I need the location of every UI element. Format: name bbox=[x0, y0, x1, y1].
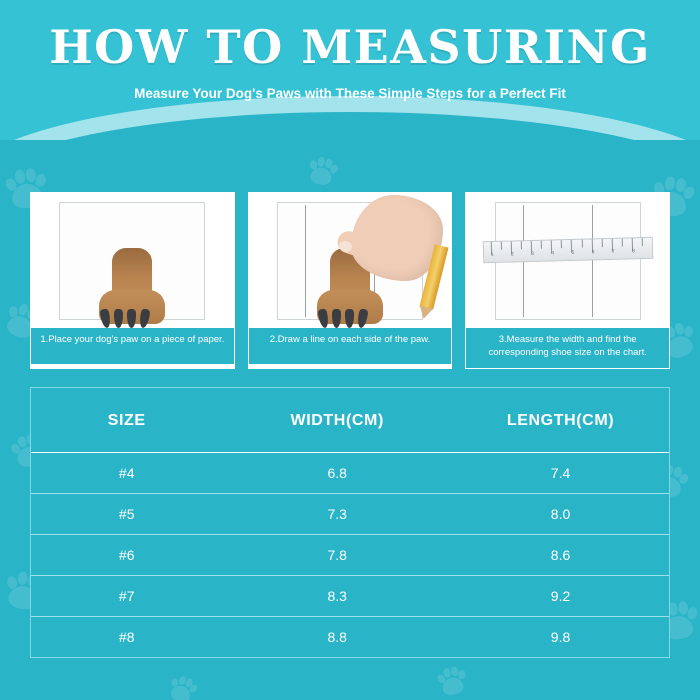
table-row bbox=[31, 575, 669, 616]
cell-width: 8.3 bbox=[222, 575, 452, 616]
cell-size: #7 bbox=[31, 575, 222, 616]
step-caption-2: 2.Draw a line on each side of the paw. bbox=[249, 328, 452, 364]
step-card-2 bbox=[248, 192, 453, 369]
cell-length: 9.8 bbox=[550, 628, 571, 645]
cell-width: 6.8 bbox=[222, 452, 452, 493]
ruler-measuring-photo bbox=[466, 193, 669, 328]
table-row bbox=[31, 616, 669, 657]
ruler-icon: 1 2 3 4 5 6 7 8 bbox=[482, 237, 653, 263]
column-header-length: LENGTH(CM) bbox=[452, 388, 669, 453]
column-header-size: SIZE bbox=[31, 388, 222, 453]
table-row bbox=[31, 452, 669, 493]
cell-size: #4 bbox=[31, 452, 222, 493]
step-caption-1: 1.Place your dog's paw on a piece of paper. bbox=[31, 328, 234, 364]
measure-line-right bbox=[592, 205, 593, 317]
cell-size: #5 bbox=[31, 493, 222, 534]
cell-length: 9.2 bbox=[452, 575, 669, 616]
dog-paw-illustration bbox=[93, 254, 171, 328]
hand-drawing-line-photo bbox=[249, 193, 452, 328]
step-caption-3: 3.Measure the width and find the corresponding shoe size on the chart. bbox=[466, 328, 669, 368]
measure-line-left bbox=[305, 205, 306, 317]
column-header-width: WIDTH(CM) bbox=[222, 388, 452, 453]
page-header bbox=[0, 0, 700, 140]
cell-length: 8.0 bbox=[452, 493, 669, 534]
dog-paw-on-paper-photo bbox=[31, 193, 234, 328]
cell-length: 8.6 bbox=[452, 534, 669, 575]
table-row bbox=[31, 493, 669, 534]
cell-length: 7.4 bbox=[452, 452, 669, 493]
page-subtitle: Measure Your Dog's Paws with These Simple Steps for a Perfect Fit bbox=[134, 86, 566, 101]
page-title: HOW TO MEASURING bbox=[49, 20, 651, 74]
cell-width: 8.8 bbox=[327, 628, 347, 645]
table-row bbox=[31, 534, 669, 575]
size-chart bbox=[30, 387, 670, 658]
table-header-row bbox=[31, 388, 669, 453]
cell-width: 7.3 bbox=[222, 493, 452, 534]
cell-size: #8 bbox=[118, 628, 135, 645]
step-card-3 bbox=[465, 192, 670, 369]
step-card-1 bbox=[30, 192, 235, 369]
steps-row bbox=[0, 140, 700, 369]
cell-width: 7.8 bbox=[222, 534, 452, 575]
cell-size: #6 bbox=[31, 534, 222, 575]
